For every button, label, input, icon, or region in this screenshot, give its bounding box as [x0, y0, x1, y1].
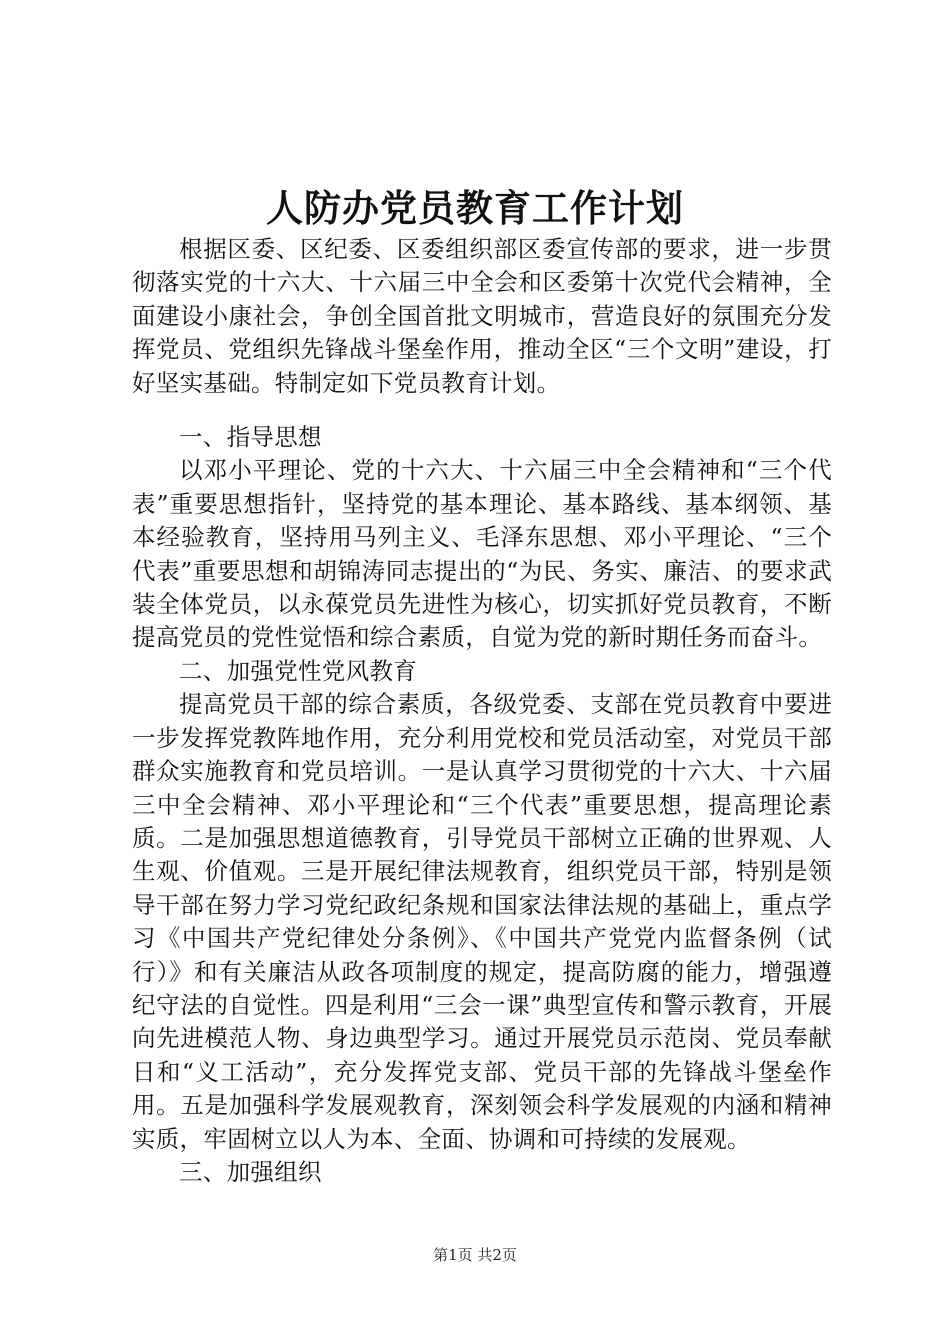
- intro-paragraph: 根据区委、区纪委、区委组织部区委宣传部的要求，进一步贯彻落实党的十六大、十六届三中全会和区委第十次党代会精神，全面建设小康社会，争创全国首批文明城市，营造良好的氛围充分发挥党员、党组织先锋战斗堡垒作用，推动全区“三个文明”建设，打好坚实基础。特制定如下党员教育计划。: [132, 235, 832, 397]
- section1-heading: 一、指导思想: [179, 423, 322, 452]
- section1-paragraph: 以邓小平理论、党的十六大、十六届三中全会精神和“三个代表”重要思想指针，坚持党的基本理论、基本路线、基本纲领、基本经验教育，坚持用马列主义、毛泽东思想、邓小平理论、“三个代表”重要思想和胡锦涛同志提出的“为民、务实、廉洁、的要求武装全体党员，以永葆党员先进性为核心，切实抓好党员教育，不断提高党员的党性觉悟和综合素质，自觉为党的新时期任务而奋斗。: [132, 456, 832, 652]
- paragraph-spacer: [132, 400, 832, 421]
- document-title: 人防办党员教育工作计划: [266, 186, 684, 230]
- section2-heading: 二、加强党性党风教育: [179, 656, 417, 685]
- section3-heading: 三、加强组织: [179, 1157, 322, 1186]
- page-footer: 第1页 共2页: [433, 1246, 517, 1264]
- document-body: [132, 233, 832, 1189]
- section2-paragraph: 提高党员干部的综合素质，各级党委、支部在党员教育中要进一步发挥党教阵地作用，充分利用党校和党员活动室，对党员干部群众实施教育和党员培训。一是认真学习贯彻党的十六大、十六届三中全会精神、邓小平理论和“三个代表”重要思想，提高理论素质。二是加强思想道德教育，引导党员干部树立正确的世界观、人生观、价值观。三是开展纪律法规教育，组织党员干部，特别是领导干部在努力学习党纪政纪条规和国家法律法规的基础上，重点学习《中国共产党纪律处分条例》、《中国共产党党内监督条例（试行）》和有关廉洁从政各项制度的规定，提高防腐的能力，增强遵纪守法的自觉性。四是利用“三会一课”典型宣传和警示教育，开展向先进模范人物、身边典型学习。通过开展党员示范岗、党员奉献日和“义工活动”，充分发挥党支部、党员干部的先锋战斗堡垒作用。五是加强科学发展观教育，深刻领会科学发展观的内涵和精神实质，牢固树立以人为本、全面、协调和可持续的发展观。: [132, 690, 832, 1153]
